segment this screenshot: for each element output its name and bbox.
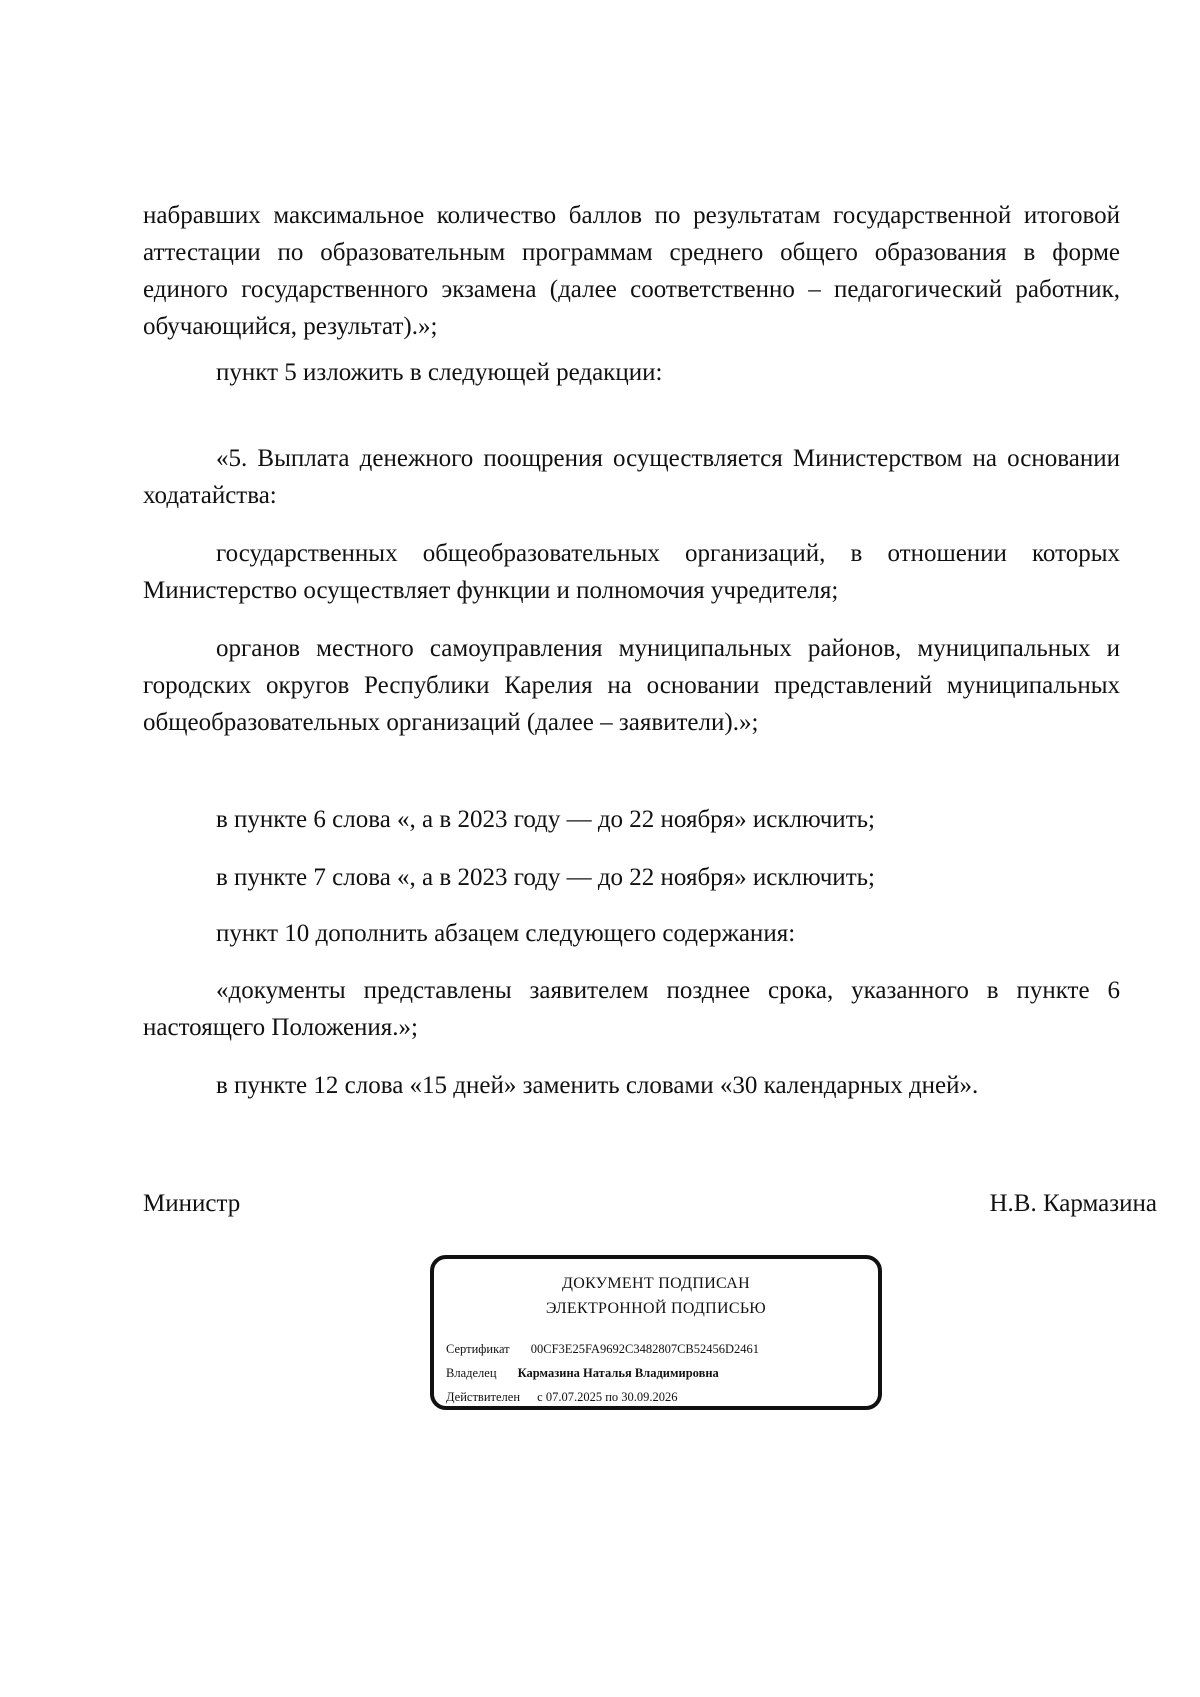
paragraph-item-6: в пункте 6 слова «, а в 2023 году — до 22 ноября» исключить; [216, 806, 875, 833]
paragraph-item-5-text: «5. Выплата денежного поощрения осуществляется Министерством на основании ходатайства: [143, 445, 1120, 509]
paragraph-item-5-intro: пункт 5 изложить в следующей редакции: [216, 359, 663, 386]
paragraph-item-10-text: «документы представлены заявителем позднее срока, указанного в пункте 6 настоящего Положения.»; [143, 977, 1120, 1041]
stamp-owner-label: Владелец [446, 1366, 497, 1380]
paragraph-local-authorities: органов местного самоуправления муниципальных районов, муниципальных и городских округов Республики Карелия на основании представлений муниципальных общеобразовательных организаций (далее – заявители).»; [143, 635, 1120, 736]
paragraph-item-7: в пункте 7 слова «, а в 2023 году — до 22 ноября» исключить; [216, 864, 875, 891]
stamp-valid-label: Действителен [446, 1390, 521, 1404]
stamp-title [434, 1271, 878, 1321]
stamp-owner-row [446, 1365, 719, 1381]
stamp-owner-value: Кармазина Наталья Владимировна [517, 1366, 719, 1380]
stamp-valid-row [446, 1389, 678, 1405]
stamp-certificate-label: Сертификат [446, 1342, 510, 1356]
stamp-title-line-1: ДОКУМЕНТ ПОДПИСАН [562, 1275, 750, 1292]
paragraph-item-12: в пункте 12 слова «15 дней» заменить словами «30 календарных дней». [216, 1072, 979, 1099]
stamp-title-line-2: ЭЛЕКТРОННОЙ ПОДПИСЬЮ [545, 1300, 767, 1317]
signer-position: Министр [143, 1190, 241, 1217]
electronic-signature-stamp [430, 1255, 882, 1410]
signer-name: Н.В. Кармазина [989, 1190, 1157, 1217]
paragraph-state-organizations: государственных общеобразовательных организаций, в отношении которых Министерство осуществляет функции и полномочия учредителя; [143, 540, 1120, 604]
paragraph-continuation: набравших максимальное количество баллов по результатам государственной итоговой аттестации по образовательным программам среднего общего образования в форме единого государственного экзамена (далее соответственно – педагогический работник, обучающийся, результат).»; [143, 202, 1120, 340]
stamp-certificate-value: 00CF3E25FA9692C3482807CB52456D2461 [530, 1342, 760, 1356]
stamp-certificate-row [446, 1341, 759, 1357]
paragraph-item-10: пункт 10 дополнить абзацем следующего содержания: [216, 920, 796, 947]
signature-block [143, 1185, 1157, 1225]
stamp-valid-value: с 07.07.2025 по 30.09.2026 [537, 1390, 678, 1404]
